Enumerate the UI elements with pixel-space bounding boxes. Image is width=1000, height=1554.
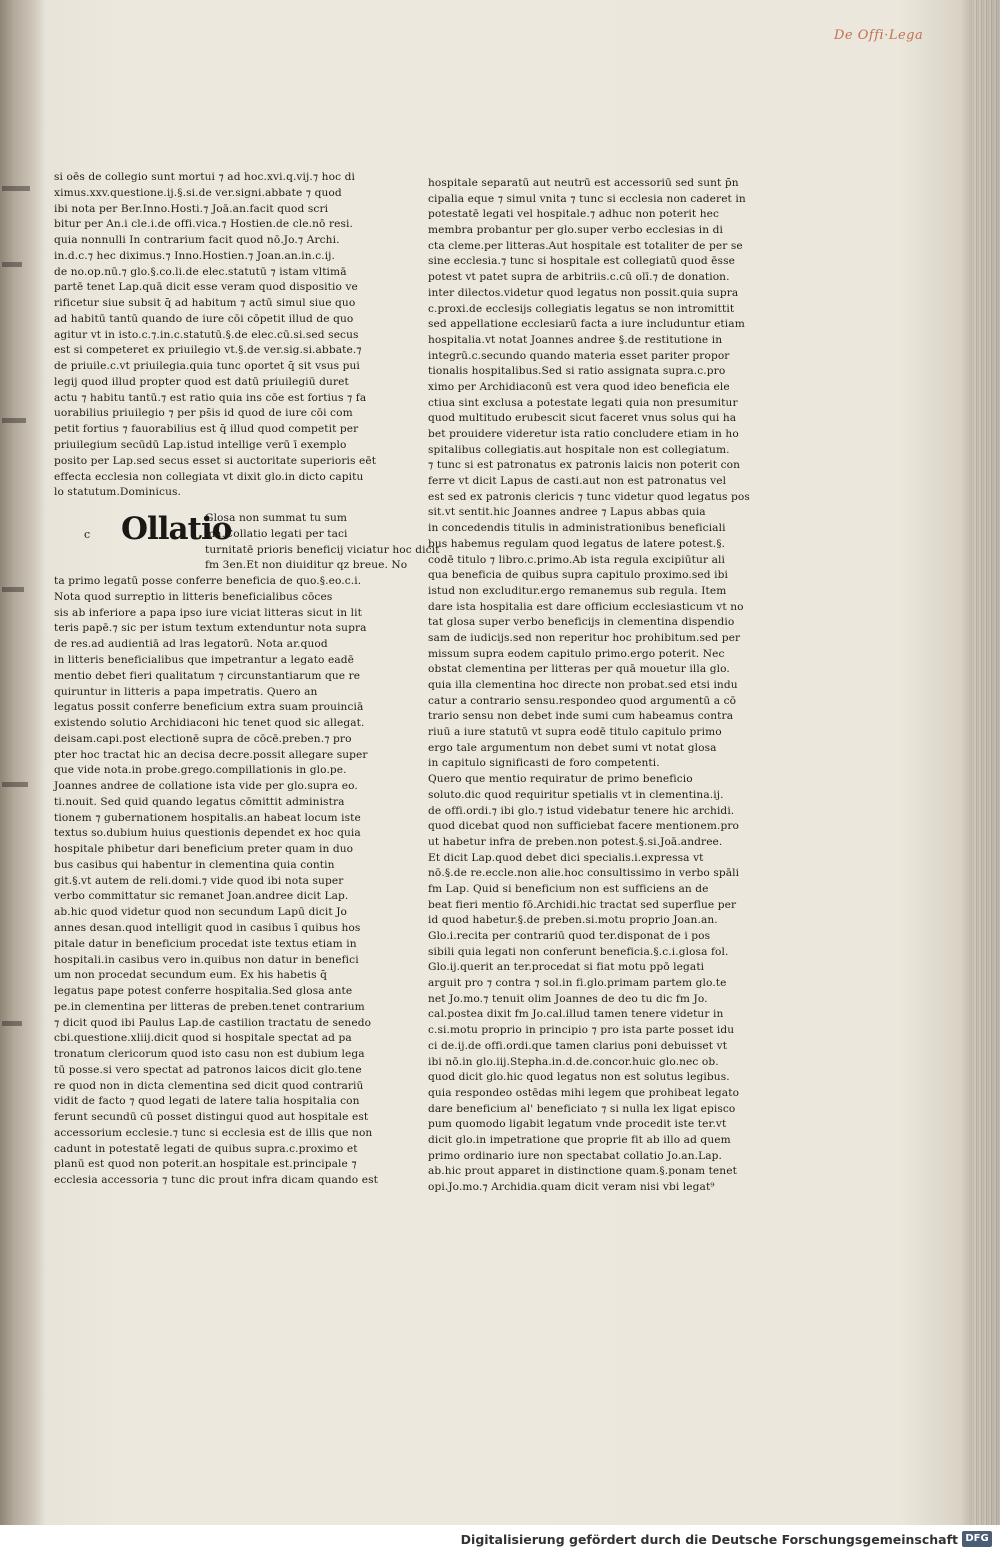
text-line: Glosa non summat tu sum bbox=[205, 512, 348, 525]
text-line: sit.vt sentit.hic Joannes andree ⁊ Lapus abbas quia bbox=[428, 506, 706, 519]
text-line: existendo solutio Archidiaconi hic tenet quod sic allegat. bbox=[54, 717, 365, 730]
text-line: quia illa clementina hoc directe non probat.sed etsi indu bbox=[428, 679, 738, 691]
text-line: legatus pape potest conferre hospitalia.Sed glosa ante bbox=[54, 985, 353, 998]
text-line: bet prouidere videretur ista ratio concludere etiam in ho bbox=[428, 428, 739, 440]
text-line: quod dicebat quod non sufficiebat facere mentionem.pro bbox=[428, 820, 739, 833]
text-line: tionem ⁊ gubernationem hospitalis.an habeat locum iste bbox=[54, 811, 361, 824]
text-line: mentio debet fieri qualitatum ⁊ circunstantiarum que re bbox=[54, 669, 361, 682]
text-line: codē titulo ⁊ libro.c.primo.Ab ista regula excipiūtur ali bbox=[428, 553, 725, 566]
text-line: c.proxi.de ecclesijs collegiatis legatus se non intromittit bbox=[428, 302, 735, 315]
text-line: verbo committatur sic remanet Joan.andree dicit Lap. bbox=[54, 890, 349, 903]
facing-text-fragment bbox=[2, 1021, 22, 1026]
text-line: primo ordinario iure non spectabat collatio Jo.an.Lap. bbox=[428, 1149, 722, 1162]
text-line: textus so.dubium huius questionis dependet ex hoc quia bbox=[54, 827, 361, 840]
text-line: tionalis hospitalibus.Sed si ratio assignata supra.c.pro bbox=[428, 365, 726, 378]
text-line: Glo.ij.querit an ter.procedat si fiat motu ppō legati bbox=[428, 961, 705, 974]
text-line: que vide nota.in probe.grego.compillationis in glo.pe. bbox=[54, 764, 347, 777]
text-line: tronatum clericorum quod isto casu non est dubium lega bbox=[54, 1048, 365, 1061]
text-line: inter dilectos.videtur quod legatus non possit.quia supra bbox=[428, 286, 739, 299]
text-line: riuū a iure statutū vt supra eodē titulo capitulo primo bbox=[428, 726, 722, 739]
text-line: de offi.ordi.⁊ ibi glo.⁊ istud videbatur tenere hic archidi. bbox=[428, 804, 735, 817]
text-line: Et dicit Lap.quod debet dici specialis.i.expressa vt bbox=[428, 851, 704, 864]
facing-text-fragment bbox=[2, 418, 26, 423]
text-line: cta cleme.per litteras.Aut hospitale est totaliter de per se bbox=[428, 239, 743, 252]
text-line: si oēs de collegio sunt mortui ⁊ ad hoc.xvi.q.vij.⁊ hoc di bbox=[54, 171, 355, 183]
facing-text-fragment bbox=[2, 782, 28, 787]
text-line: accessorium ecclesie.⁊ tunc si ecclesia est de illis que non bbox=[54, 1126, 373, 1139]
text-line: pter hoc tractat hic an decisa decre.possit allegare super bbox=[54, 748, 368, 761]
facing-text-fragment bbox=[2, 587, 24, 592]
right-paragraph bbox=[428, 176, 750, 1196]
left-paragraph-1 bbox=[54, 170, 377, 501]
text-line: cipalia eque ⁊ simul vnita ⁊ tunc si ecclesia non caderet in bbox=[428, 192, 746, 205]
footer-bar bbox=[0, 1525, 1000, 1554]
text-line: est sed ex patronis clericis ⁊ tunc videtur quod legatus pos bbox=[428, 490, 750, 503]
text-line: c.si.motu proprio in principio ⁊ pro ista parte posset idu bbox=[428, 1024, 735, 1037]
text-line: cal.postea dixit fm Jo.cal.illud tamen tenere videtur in bbox=[428, 1008, 724, 1021]
text-line: ti.nouit. Sed quid quando legatus cōmittit administra bbox=[54, 795, 345, 808]
text-line: catur a contrario sensu.respondeo quod argumentū a cō bbox=[428, 694, 737, 707]
text-line: integrū.c.secundo quando materia esset pariter propor bbox=[428, 349, 730, 362]
text-line: actu ⁊ habitu tantū.⁊ est ratio quia ins cōe est fortius ⁊ fa bbox=[54, 391, 367, 404]
text-line: re quod non in dicta clementina sed dicit quod contrariū bbox=[54, 1079, 364, 1092]
text-line: potestatē legati vel hospitale.⁊ adhuc non poterit hec bbox=[428, 208, 720, 221]
text-line: de res.ad audientiā ad lras legatorū. Nota ar.quod bbox=[54, 638, 328, 651]
text-line: um non procedat secundum eum. Ex his habetis q̄ bbox=[54, 969, 328, 982]
text-line: sibili quia legati non conferunt beneficia.§.c.i.glosa fol. bbox=[428, 945, 729, 958]
text-line: qua beneficia de quibus supra capitulo proximo.sed ibi bbox=[428, 569, 728, 582]
text-line: Glo.i.recita per contrariū quod ter.disponat de i pos bbox=[428, 930, 711, 942]
text-line: legij quod illud propter quod est datū priuilegiū duret bbox=[54, 375, 349, 388]
facing-text-fragment bbox=[2, 186, 30, 191]
text-line: ma.Collatio legati per taci bbox=[205, 527, 348, 540]
text-line: in capitulo significasti de foro competenti. bbox=[428, 757, 660, 770]
text-line: effecta ecclesia non collegiata vt dixit glo.in dicto capitu bbox=[54, 470, 364, 483]
text-line: de no.op.nū.⁊ glo.§.co.li.de elec.statutū ⁊ istam vltimā bbox=[54, 265, 347, 278]
text-line: annes desan.quod intelligit quod in casibus ī quibus hos bbox=[54, 921, 361, 934]
text-line: ferunt secundū cū posset distingui quod aut hospitale est bbox=[54, 1111, 369, 1124]
text-line: ⁊ tunc si est patronatus ex patronis laicis non poterit con bbox=[428, 459, 741, 472]
text-line: ctiua sint exclusa a potestate legati quia non presumitur bbox=[428, 396, 738, 409]
text-line: legatus possit conferre beneficium extra suam prouinciā bbox=[54, 701, 364, 714]
text-line: dare beneficium al' beneficiato ⁊ si nulla lex ligat episco bbox=[428, 1102, 736, 1115]
text-line: dicit glo.in impetratione que proprie fit ab illo ad quem bbox=[428, 1133, 731, 1146]
text-line: lo statutum.Dominicus. bbox=[54, 486, 181, 499]
text-line: id quod habetur.§.de preben.si.motu proprio Joan.an. bbox=[428, 914, 718, 927]
text-line: cadunt in potestatē legati de quibus supra.c.proximo et bbox=[54, 1142, 358, 1155]
text-line: net Jo.mo.⁊ tenuit olim Joannes de deo tu dic fm Jo. bbox=[428, 992, 708, 1005]
text-line: Joannes andree de collatione ista vide per glo.supra eo. bbox=[54, 780, 358, 793]
text-line: quia nonnulli In contrarium facit quod nō.Jo.⁊ Archi. bbox=[54, 234, 340, 247]
text-line: istud non excluditur.ergo remanemus sub regula. Item bbox=[428, 584, 727, 597]
text-line: sine ecclesia.⁊ tunc si hospitale est collegiatū quod ēsse bbox=[428, 255, 735, 268]
marginal-note: De Offi·Lega bbox=[834, 28, 924, 43]
text-line: ut habetur infra de preben.non potest.§.si.Joā.andree. bbox=[428, 835, 723, 848]
text-line: git.§.vt autem de reli.domi.⁊ vide quod ibi nota super bbox=[54, 874, 344, 887]
text-line: ad habitū tantū quando de iure cōi cōpetit illud de quo bbox=[54, 312, 354, 325]
text-line: Nota quod surreptio in litteris beneficialibus cōces bbox=[54, 590, 333, 603]
text-line: deisam.capi.post electionē supra de cōcē.preben.⁊ pro bbox=[54, 732, 352, 745]
text-line: hospitalia.vt notat Joannes andree §.de restitutione in bbox=[428, 333, 723, 346]
text-line: ⁊ dicit quod ibi Paulus Lap.de castilion tractatu de senedo bbox=[54, 1016, 372, 1029]
text-line: ta primo legatū posse conferre beneficia de quo.§.eo.c.i. bbox=[54, 575, 362, 588]
text-line: sam de iudicijs.sed non reperitur hoc prohibitum.sed per bbox=[428, 631, 741, 644]
text-line: bitur per An.i cle.i.de offi.vica.⁊ Hostien.de cle.nō resi. bbox=[54, 218, 354, 231]
page-stack-edge bbox=[972, 0, 1000, 1525]
left-text-column bbox=[54, 170, 440, 1189]
text-line: quod multitudo erubescit sicut faceret vnus solus qui ha bbox=[428, 412, 737, 425]
text-line: ci de.ij.de offi.ordi.que tamen clarius poni debuisset vt bbox=[428, 1039, 728, 1052]
text-line: petit fortius ⁊ fauorabilius est q̄ illud quod competit per bbox=[54, 423, 359, 436]
text-line: pitale datur in beneficium procedat iste textus etiam in bbox=[54, 937, 357, 950]
text-line: beat fieri mentio fō.Archidi.hic tractat sed superflue per bbox=[428, 898, 737, 911]
text-line: ab.hic prout apparet in distinctione quam.§.ponam tenet bbox=[428, 1165, 737, 1178]
text-line: pe.in clementina per litteras de preben.tenet contrarium bbox=[54, 1000, 365, 1013]
text-line: fm 3en.Et non diuiditur qz breue. No bbox=[205, 559, 408, 572]
text-line: spitalibus collegiatis.aut hospitale non est collegiatum. bbox=[428, 443, 730, 456]
text-line: ximus.xxv.questione.ij.§.si.de ver.signi.abbate ⁊ quod bbox=[54, 186, 342, 199]
text-line: soluto.dic quod requiritur spetialis vt in clementina.ij. bbox=[428, 788, 724, 801]
text-line: sis ab inferiore a papa ipso iure viciat litteras sicut in lit bbox=[54, 606, 362, 619]
text-line: agitur vt in isto.c.⁊.in.c.statutū.§.de elec.cū.si.sed secus bbox=[54, 328, 359, 341]
text-line: priuilegium secūdū Lap.istud intellige verū ī exemplo bbox=[54, 439, 347, 452]
text-line: uorabilius priuilegio ⁊ per ps̄is id quod de iure cōi com bbox=[54, 407, 353, 420]
left-paragraph-2 bbox=[54, 574, 378, 1189]
text-line: ecclesia accessoria ⁊ tunc dic prout infra dicam quando est bbox=[54, 1174, 378, 1187]
text-line: quiruntur in litteris a papa impetratis. Quero an bbox=[54, 685, 318, 698]
text-line: ximo per Archidiaconū est vera quod ideo beneficia ele bbox=[428, 380, 730, 393]
right-text-column bbox=[428, 176, 750, 1196]
text-line: hospitale phibetur dari beneficium preter quam in duo bbox=[54, 843, 354, 856]
text-line: opi.Jo.mo.⁊ Archidia.quam dicit veram nisi vbi legat⁹ bbox=[428, 1181, 715, 1193]
facing-text-fragment bbox=[2, 262, 22, 267]
text-line: dare ista hospitalia est dare officium ecclesiasticum vt no bbox=[428, 600, 744, 613]
text-line: vidit de facto ⁊ quod legati de latere talia hospitalia con bbox=[54, 1095, 360, 1108]
text-line: in concedendis titulis in administrationibus beneficiali bbox=[428, 522, 726, 535]
text-line: nō.§.de re.eccle.non alie.hoc consultissimo in verbo spāli bbox=[428, 867, 740, 880]
text-line: tū posse.si vero spectat ad patronos laicos dicit glo.tene bbox=[54, 1063, 362, 1076]
text-line: posito per Lap.sed secus esset si auctoritate superioris eēt bbox=[54, 454, 377, 467]
text-line: cbi.questione.xliij.dicit quod si hospitale spectat ad pa bbox=[54, 1032, 352, 1045]
funding-credit: Digitalisierung gefördert durch die Deutsche Forschungsgemeinschaft bbox=[460, 1532, 958, 1547]
collatio-section bbox=[54, 511, 440, 574]
text-line: ab.hic quod videtur quod non secundum Lapū dicit Jo bbox=[54, 906, 348, 919]
text-line: missum supra eodem capitulo primo.ergo poterit. Nec bbox=[428, 647, 725, 660]
text-line: potest vt patet supra de arbitriis.c.cū olī.⁊ de donation. bbox=[428, 271, 730, 284]
text-line: planū est quod non poterit.an hospitale est.principale ⁊ bbox=[54, 1158, 357, 1171]
text-line: ibi nota per Ber.Inno.Hosti.⁊ Joā.an.facit quod scri bbox=[54, 202, 329, 215]
text-line: ferre vt dicit Lapus de casti.aut non est patronatus vel bbox=[428, 475, 727, 488]
text-line: in.d.c.⁊ hec diximus.⁊ Inno.Hostien.⁊ Joan.an.in.c.ij. bbox=[54, 249, 336, 262]
section-initial: Ollatio bbox=[121, 511, 232, 548]
text-line: turnitatē prioris beneficij viciatur hoc dicit bbox=[205, 543, 440, 556]
text-line: quod dicit glo.hic quod legatus non est solutus legibus. bbox=[428, 1071, 730, 1084]
text-line: in litteris beneficialibus que impetrantur a legato eadē bbox=[54, 653, 355, 666]
section-mark: c bbox=[84, 528, 91, 542]
text-line: teris papē.⁊ sic per istum textum extenduntur nota supra bbox=[54, 622, 367, 635]
text-line: bus habemus regulam quod legatus de latere potest.§. bbox=[428, 537, 726, 550]
text-line: de priuile.c.vt priuilegia.quia tunc oportet q̄ sit vsus pui bbox=[54, 360, 360, 373]
text-line: hospitale separatū aut neutrū est accessoriū sed sunt p̄n bbox=[428, 177, 739, 189]
text-line: fm Lap. Quid si beneficium non est sufficiens an de bbox=[428, 882, 709, 895]
text-line: tat glosa super verbo beneficijs in clementina dispendio bbox=[428, 616, 735, 629]
text-line: ibi nō.in glo.iij.Stepha.in.d.de.concor.huic glo.nec ob. bbox=[428, 1055, 719, 1068]
text-line: est si competeret ex priuilegio vt.§.de ver.sig.si.abbate.⁊ bbox=[54, 344, 362, 357]
text-line: partē tenet Lap.quā dicit esse veram quod dispositio ve bbox=[54, 281, 358, 294]
facing-page-edge bbox=[0, 0, 46, 1525]
text-line: pum quomodo ligabit legatum vnde procedit iste ter.vt bbox=[428, 1118, 727, 1131]
text-line: obstat clementina per litteras per quā mouetur illa glo. bbox=[428, 663, 730, 676]
text-line: membra probantur per glo.super verbo ecclesias in di bbox=[428, 224, 724, 237]
text-line: ergo tale argumentum non debet sumi vt notat glosa bbox=[428, 741, 717, 754]
text-line: rificetur siue subsit q̄ ad habitum ⁊ actū simul siue quo bbox=[54, 297, 356, 310]
text-line: trario sensu non debet inde sumi cum habeamus contra bbox=[428, 710, 734, 723]
dfg-logo: DFG bbox=[962, 1531, 992, 1547]
text-line: arguit pro ⁊ contra ⁊ sol.in fi.glo.primam partem glo.te bbox=[428, 977, 727, 990]
text-line: quia respondeo ostēdas mihi legem que prohibeat legato bbox=[428, 1086, 740, 1099]
text-line: bus casibus qui habentur in clementina quia contin bbox=[54, 858, 335, 871]
text-line: sed appellatione ecclesiarū facta a iure includuntur etiam bbox=[428, 318, 745, 331]
text-line: hospitali.in casibus vero in.quibus non datur in benefici bbox=[54, 953, 359, 966]
text-line: Quero que mentio requiratur de primo beneficio bbox=[428, 773, 693, 786]
